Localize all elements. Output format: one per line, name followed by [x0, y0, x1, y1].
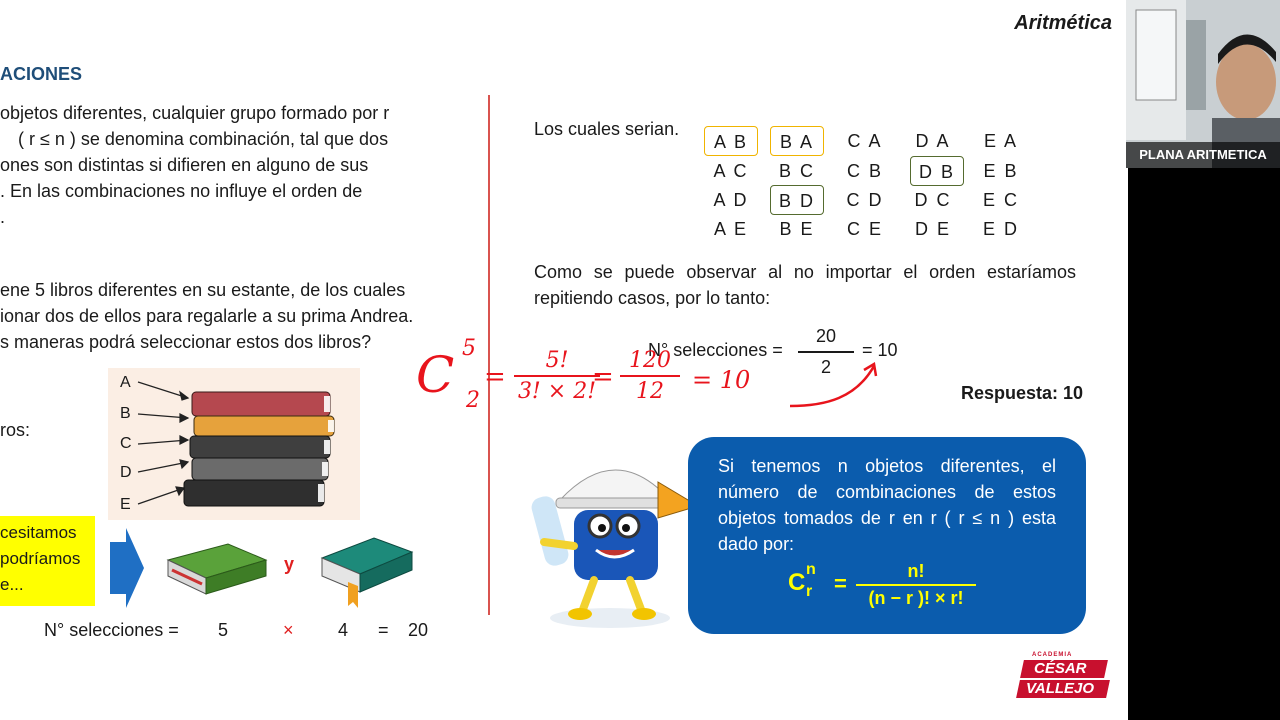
- and-label: y: [284, 554, 295, 574]
- formula-num: n!: [907, 561, 925, 581]
- formula-den: (n − r )! × r!: [868, 587, 964, 608]
- equals-sign: =: [378, 620, 389, 640]
- note-line: e...: [0, 575, 24, 594]
- pair-cell: D A: [915, 131, 951, 151]
- pair-cell: A E: [713, 219, 749, 239]
- hw-num: 5!: [545, 348, 569, 373]
- pair-cell: D B: [910, 156, 964, 186]
- book-letter: C: [120, 435, 132, 452]
- pair-cell: D E: [914, 219, 951, 239]
- selections-label: N° selecciones =: [648, 340, 783, 360]
- definition-line: .: [0, 207, 6, 227]
- pair-cell: C B: [846, 161, 883, 181]
- selections-label: N° selecciones =: [44, 620, 179, 640]
- formula-sup: n: [806, 561, 816, 578]
- formula-fraction: [856, 561, 976, 609]
- pair-cell: A D: [713, 190, 749, 210]
- hw-frac1: [514, 348, 600, 404]
- selections-result: = 10: [862, 340, 898, 360]
- note-line: podríamos: [0, 549, 81, 568]
- formula-sub: r: [806, 583, 813, 600]
- pair-cell: D C: [914, 190, 952, 210]
- hw-bar: [514, 375, 600, 377]
- book-letter: E: [120, 496, 131, 513]
- hw-eq: =: [484, 362, 506, 392]
- pair-cell: B D: [770, 185, 824, 215]
- highlight-note: [0, 516, 95, 606]
- numerator: 20: [815, 326, 837, 346]
- book-letter: A: [120, 374, 131, 391]
- pair-cell: E B: [983, 161, 1019, 181]
- definition-paragraph: [0, 100, 450, 230]
- hw-sup: 5: [462, 336, 476, 361]
- section-title: ACIONES: [0, 64, 83, 84]
- pair-cell: A C: [713, 161, 749, 181]
- teal-book-icon: [318, 534, 414, 610]
- webcam-feed[interactable]: [1126, 0, 1280, 168]
- slide-title: Aritmética: [1014, 12, 1112, 34]
- formula-info-box: [688, 437, 1086, 634]
- hw-bar: [620, 375, 680, 377]
- hw-frac2: [620, 348, 680, 404]
- libros-label: ros:: [0, 420, 31, 440]
- formula-c: C: [788, 569, 806, 596]
- pair-cell: E D: [982, 219, 1019, 239]
- observation-text: Como se puede observar al no importar el orden estaríamos repitiendo casos, por lo tanto:: [534, 262, 1076, 308]
- pair-cell: B A: [770, 126, 824, 156]
- pair-cell: B E: [779, 219, 815, 239]
- pair-cell: C A: [847, 131, 883, 151]
- logo-top: ACADEMIA: [1032, 652, 1073, 658]
- definition-line: ones son distintas si difieren en alguno de sus: [0, 155, 369, 175]
- handwritten-annotation: [416, 336, 886, 432]
- result-value: 20: [408, 620, 429, 640]
- book-stack-illustration: [108, 368, 360, 520]
- pair-cell: A B: [704, 126, 758, 156]
- academy-logo: [1018, 652, 1108, 700]
- book-stack-icon: [108, 368, 360, 520]
- hw-den: 12: [636, 379, 664, 404]
- mascot-illustration: [530, 446, 706, 632]
- hw-sub: 2: [466, 388, 480, 413]
- definition-line: objetos diferentes, cualquier grupo formado por r: [0, 103, 390, 123]
- definition-line: . En las combinaciones no influye el orden de: [0, 181, 363, 201]
- pair-cell: E A: [983, 131, 1019, 151]
- selections-formula: [0, 620, 460, 644]
- problem-line: s maneras podrá seleccionar estos dos libros?: [0, 332, 372, 352]
- logo-line2: VALLEJO: [1026, 680, 1095, 697]
- pair-cell: E C: [982, 190, 1019, 210]
- info-text: Si tenemos n objetos diferentes, el número de combinaciones de estos objetos tomados de r en r ( r ≤ n ) esta dado por:: [718, 456, 1056, 554]
- hw-num: 120: [629, 348, 671, 373]
- webcam-label: PLANA ARITMETICA: [1126, 142, 1280, 168]
- hw-c: C: [416, 346, 455, 404]
- answer-label: Respuesta: 10: [961, 383, 1084, 403]
- problem-paragraph: [0, 277, 450, 355]
- hw-eq: =: [592, 362, 614, 392]
- formula-eq: =: [834, 571, 847, 596]
- problem-line: ionar dos de ellos para regalarle a su prima Andrea.: [0, 306, 414, 326]
- hw-arrow-icon: [786, 358, 886, 412]
- factor-value: 4: [338, 620, 349, 640]
- green-book-icon: [166, 538, 268, 598]
- logo-line1: CÉSAR: [1034, 660, 1087, 677]
- times-sign: ×: [283, 620, 294, 640]
- factor-value: 5: [218, 620, 229, 640]
- pair-cell: B C: [778, 161, 815, 181]
- book-letter: D: [120, 464, 132, 481]
- right-arrow-icon: [110, 528, 144, 608]
- denominator: 2: [820, 356, 831, 377]
- hw-den: 3! × 2!: [517, 379, 597, 404]
- formula-bar: [856, 584, 976, 586]
- problem-line: ene 5 libros diferentes en su estante, de los cuales: [0, 280, 406, 300]
- definition-line: ( r ≤ n ) se denomina combinación, tal que dos: [18, 129, 389, 149]
- book-letter: B: [120, 405, 131, 422]
- hw-result: = 10: [692, 366, 751, 394]
- pairs-grid: [704, 126, 1034, 246]
- note-line: cesitamos: [0, 523, 77, 542]
- pair-cell: C D: [846, 190, 884, 210]
- pair-cell: C E: [846, 219, 883, 239]
- cuales-label: Los cuales serian.: [534, 119, 680, 139]
